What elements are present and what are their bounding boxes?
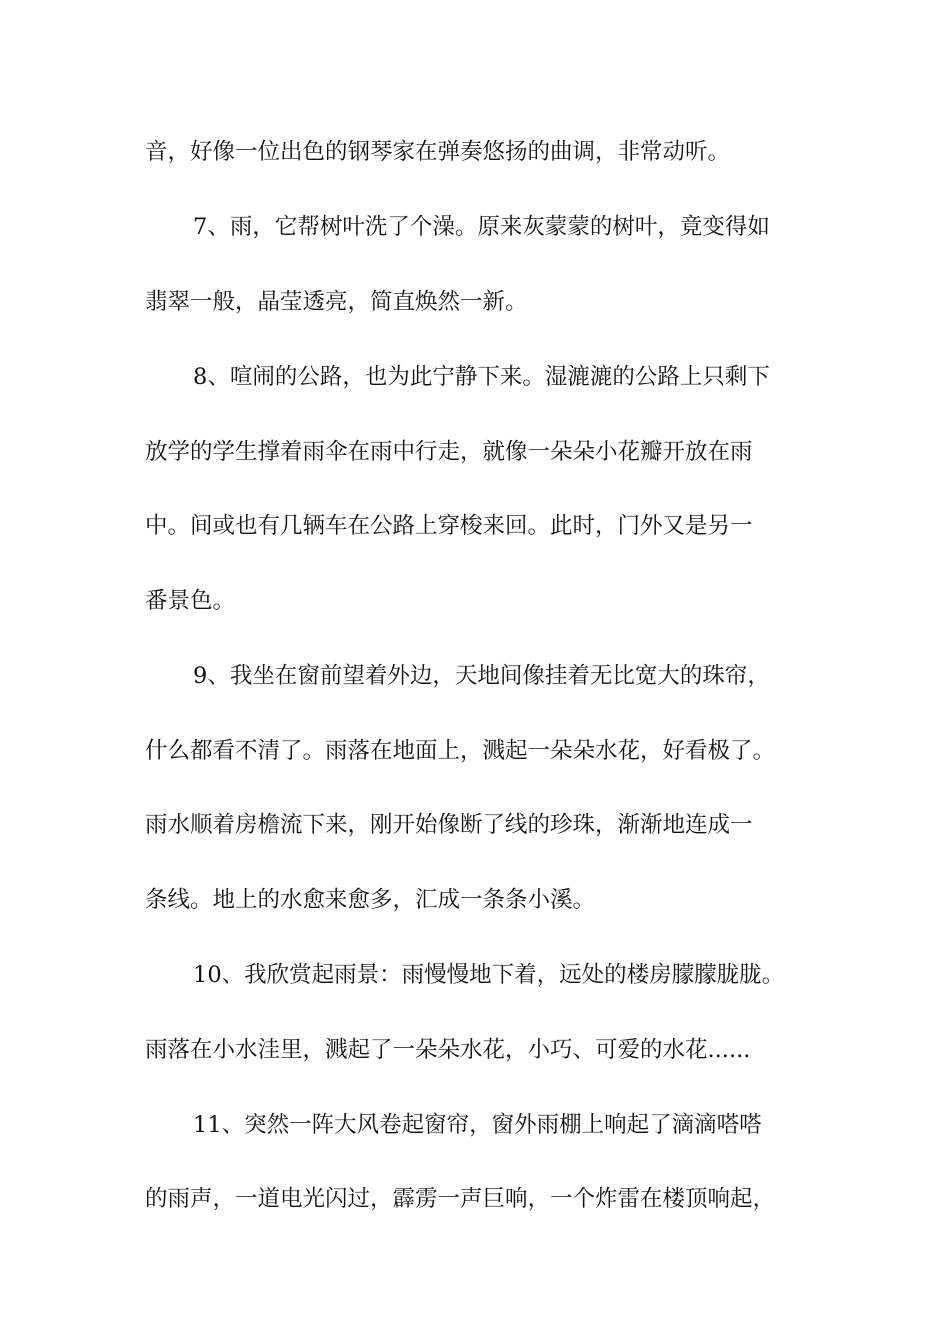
paragraph-10-line-1: 10、我欣赏起雨景：雨慢慢地下着，远处的楼房朦朦胧胧。 [193,962,785,988]
paragraph-9-line-1: 9、我坐在窗前望着外边，天地间像挂着无比宽大的珠帘， [193,663,770,689]
paragraph-8-line-4: 番景色。 [145,588,236,614]
paragraph-7-line-1: 7、雨，它帮树叶洗了个澡。原来灰蒙蒙的树叶，竟变得如 [193,214,770,240]
paragraph-8-line-3: 中。间或也有几辆车在公路上穿梭来回。此时，门外又是另一 [145,513,753,539]
paragraph-7-line-2: 翡翠一般，晶莹透亮，简直焕然一新。 [145,289,528,315]
text-line: 音，好像一位出色的钢琴家在弹奏悠扬的曲调，非常动听。 [145,139,731,165]
paragraph-10-line-2: 雨落在小水洼里，溅起了一朵朵水花，小巧、可爱的水花...... [145,1037,751,1063]
paragraph-9-line-2: 什么都看不清了。雨落在地面上，溅起一朵朵水花，好看极了。 [145,738,776,764]
paragraph-11-line-2: 的雨声，一道电光闪过，霹雳一声巨响，一个炸雷在楼顶响起， [145,1186,776,1212]
paragraph-8-line-2: 放学的学生撑着雨伞在雨中行走，就像一朵朵小花瓣开放在雨 [145,439,753,465]
paragraph-9-line-3: 雨水顺着房檐流下来，刚开始像断了线的珍珠，渐渐地连成一 [145,812,753,838]
paragraph-8-line-1: 8、喧闹的公路，也为此宁静下来。湿漉漉的公路上只剩下 [193,364,770,390]
paragraph-11-line-1: 11、突然一阵大风卷起窗帘，窗外雨棚上响起了滴滴嗒嗒 [193,1112,762,1138]
paragraph-9-line-4: 条线。地上的水愈来愈多，汇成一条条小溪。 [145,887,596,913]
